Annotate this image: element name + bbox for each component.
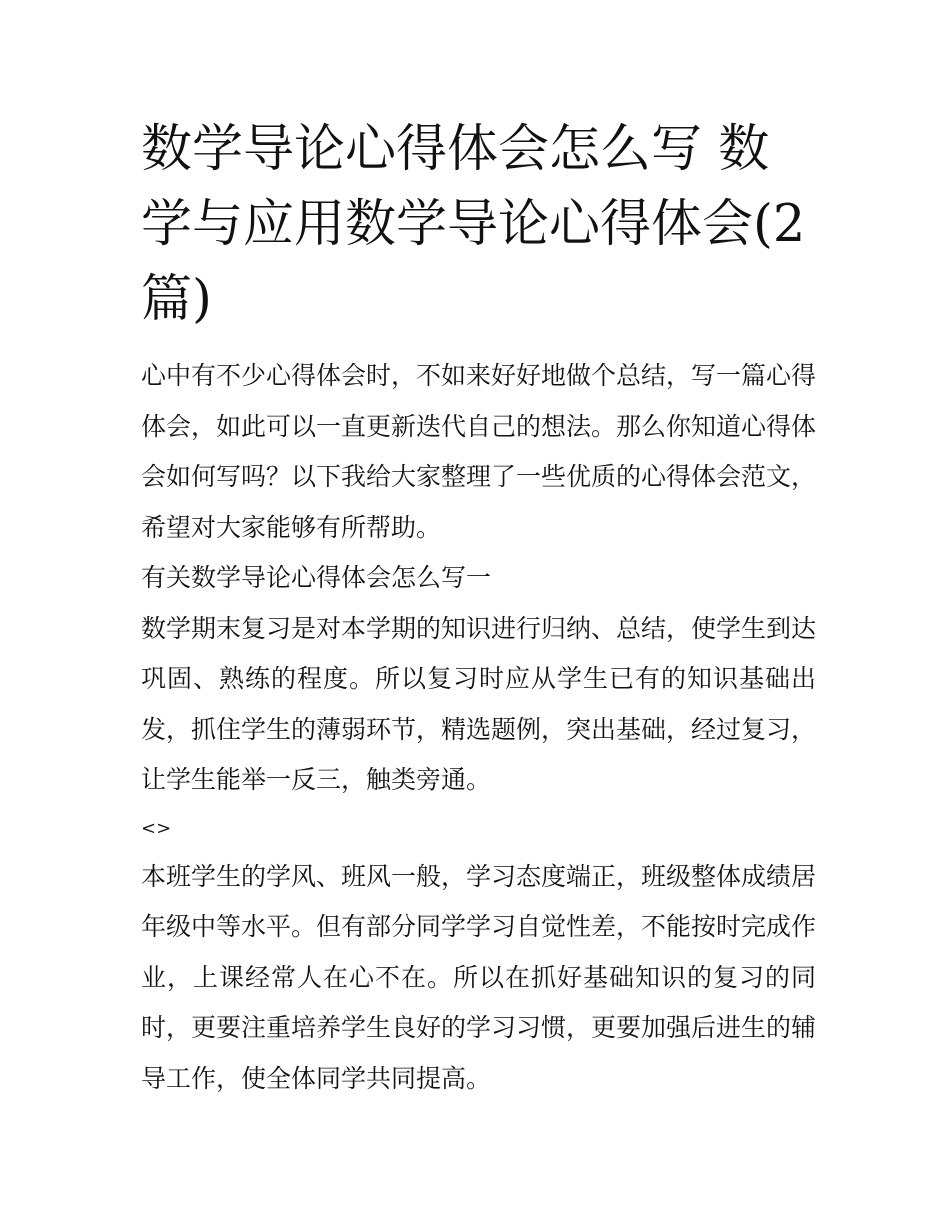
section-heading: 有关数学导论心得体会怎么写一 — [141, 563, 492, 592]
document-body — [141, 112, 816, 1104]
angle-bracket-marker: <> — [141, 817, 172, 839]
intro-paragraph: 心中有不少心得体会时，不如来好好地做个总结，写一篇心得体会，如此可以一直更新迭代自己的想法。那么你知道心得体会如何写吗？以下我给大家整理了一些优质的心得体会范文，希望对大家能够有所帮助。 — [141, 361, 817, 542]
body-paragraph-2: 本班学生的学风、班风一般，学习态度端正，班级整体成绩居年级中等水平。但有部分同学学习自觉性差，不能按时完成作业，上课经常人在心不在。所以在抓好基础知识的复习的同时，更要注重培养学生良好的学习习惯，更要加强后进生的辅导工作，使全体同学共同提高。 — [141, 861, 817, 1093]
document-title: 数学导论心得体会怎么写 数学与应用数学导论心得体会(2篇) — [141, 120, 806, 329]
body-paragraph-1: 数学期末复习是对本学期的知识进行归纳、总结，使学生到达巩固、熟练的程度。所以复习时应从学生已有的知识基础出发，抓住学生的薄弱环节，精选题例，突出基础，经过复习，让学生能举一反三，触类旁通。 — [141, 613, 817, 794]
